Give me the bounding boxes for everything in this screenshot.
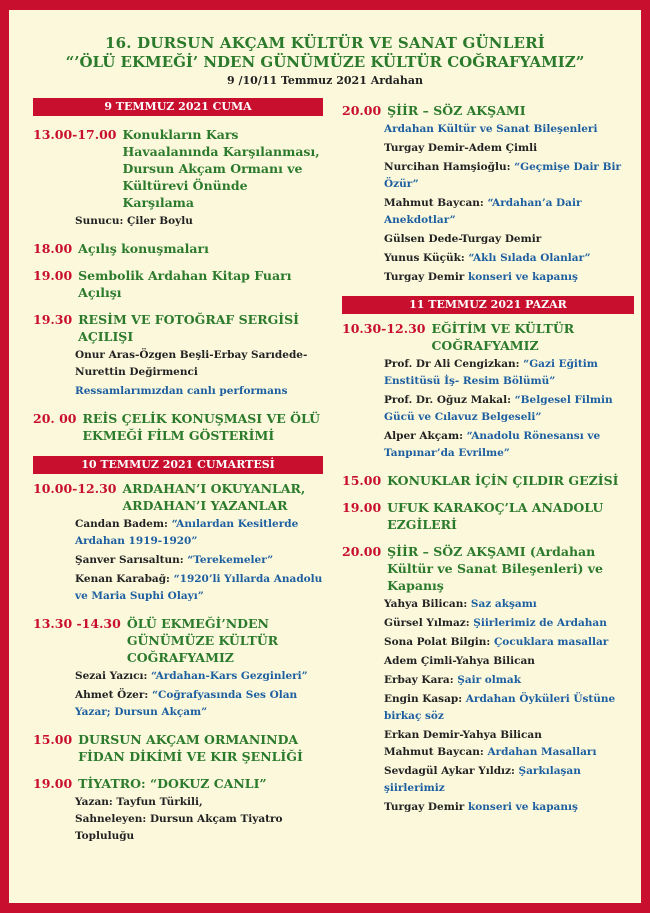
festival-poster (9, 10, 641, 903)
left-column (33, 98, 323, 845)
event-detail: Kenan Karabağ: “1920’li Yıllarda Anadolu ve Maria Suphi Olayı” (75, 573, 323, 602)
event-detail: Mahmut Baycan: Ardahan Masalları (384, 746, 597, 758)
event-detail: Sahneleyen: Dursun Akçam Tiyatro Topluluğu (75, 813, 283, 842)
event-detail: Yahya Bilican: Saz akşamı (384, 598, 537, 610)
event-education-panel: 10.30-12.30 EĞİTİM VE KÜLTÜR COĞRAFYAMIZ (342, 321, 575, 353)
event-detail: Şanver Sarısaltun: “Terekemeler” (75, 554, 274, 566)
festival-theme: “’ÖLÜ EKMEĞİ’ NDEN GÜNÜMÜZE KÜLTÜR COĞRAFYAMIZ” (65, 53, 585, 71)
day-banner-9: 9 TEMMUZ 2021 CUMA (33, 98, 323, 116)
day-banner-10: 10 TEMMUZ 2021 CUMARTESİ (33, 456, 323, 474)
event-poetry-night: 20.00 ŞİİR – SÖZ AKŞAMI (342, 103, 526, 118)
event-exhibition: 19.30 RESİM VE FOTOĞRAF SERGİSİ AÇILIŞI (33, 312, 299, 344)
event-opening-speeches: 18.00 Açılış konuşmaları (33, 241, 209, 256)
event-detail: Onur Aras-Özgen Beşli-Erbay Sarıdede-Nurettin Değirmenci (75, 349, 308, 378)
event-panel-ardahan: 10.00-12.30 ARDAHAN’I OKUYANLAR, ARDAHAN’I YAZANLAR (33, 481, 306, 513)
event-closing-poetry-night: 20.00 ŞİİR – SÖZ AKŞAMI (Ardahan Kültür ve Sanat Bileşenleri) ve Kapanış (342, 544, 604, 593)
event-title: Konukların Kars Havaalanında Karşılanması, Dursun Akçam Ormanı ve Kültürevi Önünde Karşılama (122, 127, 320, 210)
event-detail: Turgay Demir konseri ve kapanış (384, 271, 578, 283)
event-detail: Prof. Dr. Oğuz Makal: “Belgesel Filmin Gücü ve Cılavuz Belgeseli” (384, 394, 613, 423)
event-detail: Candan Badem: “Anılardan Kesitlerde Ardahan 1919-1920” (75, 518, 299, 547)
event-detail: Gürsel Yılmaz: Şiirlerimiz de Ardahan (384, 617, 607, 629)
event-detail: Mahmut Baycan: “Ardahan’a Dair Anekdotlar” (384, 197, 582, 226)
event-detail: Sona Polat Bilgin: Çocuklara masallar (384, 636, 609, 648)
event-detail: Yazan: Tayfun Türkili, (75, 796, 203, 808)
event-detail: Turgay Demir konseri ve kapanış (384, 801, 578, 813)
event-tree-planting: 15.00 DURSUN AKÇAM ORMANINDA FİDAN DİKİMİ VE KIR ŞENLİĞİ (33, 732, 303, 764)
event-detail: Erbay Kara: Şair olmak (384, 674, 521, 686)
event-panel-geography: 13.30 -14.30 ÖLÜ EKMEĞİ’NDEN GÜNÜMÜZE KÜLTÜR COĞRAFYAMIZ (33, 616, 279, 665)
event-detail: Erkan Demir-Yahya Bilican (384, 729, 542, 741)
event-detail: Gülsen Dede-Turgay Demir (384, 233, 542, 245)
event-detail: Engin Kasap: Ardahan Öyküleri Üstüne birkaç söz (384, 693, 616, 722)
event-theatre: 19.00 TİYATRO: “DOKUZ CANLI” (33, 776, 267, 791)
event-detail: Alper Akçam: “Anadolu Rönesansı ve Tanpınar’da Evrilme” (384, 430, 601, 459)
event-detail: Ressamlarımızdan canlı performans (75, 385, 288, 397)
event-detail: Adem Çimli-Yahya Bilican (384, 655, 535, 667)
event-detail: Yunus Küçük: “Aklı Sılada Olanlar” (384, 252, 591, 264)
event-time: 13.00-17.00 (33, 127, 117, 142)
event-detail: Sevdagül Aykar Yıldız: Şarkılaşan şiirlerimiz (384, 765, 581, 794)
event-cildir-trip: 15.00 KONUKLAR İÇİN ÇILDIR GEZİSİ (342, 473, 619, 488)
festival-dates: 9 /10/11 Temmuz 2021 Ardahan (227, 74, 423, 87)
event-detail: Ahmet Özer: “Coğrafyasında Ses Olan Yazar; Dursun Akçam” (75, 689, 298, 718)
event-detail: Sunucu: Çiler Boylu (75, 215, 193, 227)
event-detail: Ardahan Kültür ve Sanat Bileşenleri (384, 123, 598, 135)
event-detail: Turgay Demir-Adem Çimli (384, 142, 538, 154)
event-folk-songs: 19.00 UFUK KARAKOÇ’LA ANADOLU EZGİLERİ (342, 500, 604, 532)
event-detail: Prof. Dr Ali Cengizkan: “Gazi Eğitim Enstitüsü İş- Resim Bölümü” (384, 358, 598, 387)
right-column (342, 102, 634, 816)
event-arrival (33, 126, 323, 211)
event-film-screening: 20. 00 REİS ÇELİK KONUŞMASI VE ÖLÜ EKMEĞİ FİLM GÖSTERİMİ (33, 411, 320, 443)
event-detail: Sezai Yazıcı: “Ardahan-Kars Gezginleri” (75, 670, 308, 682)
event-detail: Nurcihan Hamşioğlu: “Geçmişe Dair Bir Özür” (384, 161, 622, 190)
day-banner-11: 11 TEMMUZ 2021 PAZAR (342, 296, 634, 314)
event-book-fair: 19.00 Sembolik Ardahan Kitap Fuarı Açılışı (33, 268, 292, 300)
festival-title: 16. DURSUN AKÇAM KÜLTÜR VE SANAT GÜNLERİ (105, 34, 545, 52)
